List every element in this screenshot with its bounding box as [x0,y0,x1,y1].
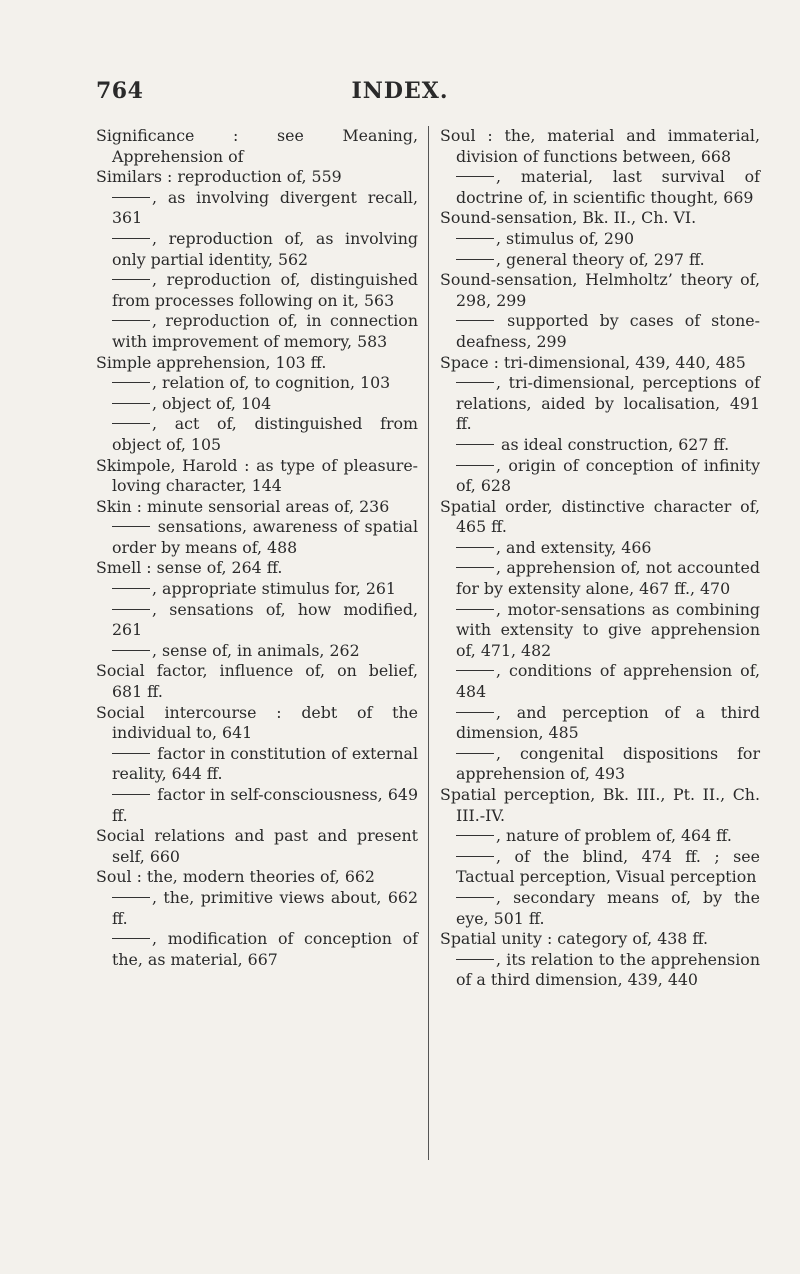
index-entry [440,785,760,826]
repeat-dash [456,238,494,239]
index-subentry [440,826,760,847]
entry-text: Simple apprehension, 103 ff. [96,352,327,372]
index-entry [96,558,418,579]
entry-text: Soul : the, modern theories of, 662 [96,867,375,887]
index-subentry [96,373,418,394]
entry-text: , stimulus of, 290 [496,228,635,248]
index-entry [440,208,760,229]
right-column [440,126,760,991]
index-subentry [440,456,760,497]
index-entry [440,126,760,167]
entry-text: Significance : see Meaning, Apprehension of [96,126,418,166]
index-entry [96,661,418,702]
repeat-dash [456,465,494,466]
entry-text: , sensations of, how modified, 261 [112,599,418,640]
repeat-dash [112,423,150,424]
repeat-dash [456,670,494,671]
entry-text: Social factor, influence of, on belief, 681 ff. [96,661,418,702]
entry-text: as ideal construction, 627 ff. [496,434,730,454]
index-entry [440,497,760,538]
index-subentry [96,579,418,600]
repeat-dash [456,444,494,445]
index-entry [96,167,418,188]
entry-text: factor in self-consciousness, 649 ff. [112,785,418,825]
repeat-dash [112,382,150,383]
entry-text: , act of, distinguished from object of, 105 [112,414,418,454]
entry-text: Skimpole, Harold : as type of pleasure-loving character, 144 [96,455,418,496]
index-entry [96,826,418,867]
index-subentry [96,270,418,311]
entry-text: , and perception of a third dimension, 485 [456,702,760,743]
repeat-dash [112,320,150,321]
repeat-dash [112,279,150,280]
entry-text: , reproduction of, in connection with improvement of memory, 583 [112,311,418,351]
entry-text: , sense of, in animals, 262 [152,640,360,660]
repeat-dash [456,567,494,568]
index-subentry [440,661,760,702]
repeat-dash [456,259,494,260]
entry-text: , origin of conception of infinity of, 628 [456,455,760,496]
repeat-dash [112,897,150,898]
entry-text: Soul : the, material and immaterial, division of functions between, 668 [440,126,760,166]
repeat-dash [456,609,494,610]
repeat-dash [112,403,150,404]
entry-text: Spatial perception, Bk. III., Pt. II., Ch. III.-IV. [440,785,760,825]
entry-text: Sound-sensation, Bk. II., Ch. VI. [440,208,697,228]
index-subentry [96,785,418,826]
index-entry [440,929,760,950]
repeat-dash [456,382,494,383]
repeat-dash [456,753,494,754]
repeat-dash [112,238,150,239]
column-divider [428,126,429,1160]
repeat-dash [112,753,150,754]
entry-text: , appropriate stimulus for, 261 [152,579,396,599]
index-subentry [96,394,418,415]
index-subentry [440,229,760,250]
entry-text: Sound-sensation, Helmholtz’ theory of, 298, 299 [440,270,760,310]
repeat-dash [456,835,494,836]
index-entry [440,353,760,374]
index-subentry [96,229,418,270]
repeat-dash [112,609,150,610]
entry-text: Smell : sense of, 264 ff. [96,558,283,578]
repeat-dash [112,526,150,527]
index-subentry [96,600,418,641]
index-subentry [96,517,418,558]
entry-text: Social relations and past and present self, 660 [96,826,418,866]
entry-text: , of the blind, 474 ff. ; see Tactual perception, Visual perception [456,846,760,887]
index-subentry [96,414,418,455]
repeat-dash [456,897,494,898]
repeat-dash [456,959,494,960]
index-subentry [440,888,760,929]
entry-text: , the, primitive views about, 662 ff. [112,887,418,928]
entry-text: , its relation to the apprehension of a third dimension, 439, 440 [456,949,760,990]
index-subentry [440,373,760,435]
repeat-dash [456,712,494,713]
page-number: 764 [96,78,144,104]
entry-text: Space : tri-dimensional, 439, 440, 485 [440,352,746,372]
index-subentry [96,929,418,970]
left-column [96,126,418,970]
repeat-dash [456,856,494,857]
entry-text: Spatial unity : category of, 438 ff. [440,929,709,949]
entry-text: , conditions of apprehension of, 484 [456,661,760,702]
entry-text: Social intercourse : debt of the individual to, 641 [96,702,418,743]
entry-text: , as involving divergent recall, 361 [112,187,418,228]
entry-text: , object of, 104 [152,393,272,413]
index-subentry [96,311,418,352]
entry-text: , reproduction of, as involving only partial identity, 562 [112,228,418,269]
entry-text: , modification of conception of the, as material, 667 [112,929,418,969]
index-entry [96,703,418,744]
index-subentry [440,558,760,599]
repeat-dash [112,794,150,795]
repeat-dash [456,176,494,177]
index-entry [96,353,418,374]
entry-text: , relation of, to cognition, 103 [152,373,391,393]
entry-text: Skin : minute sensorial areas of, 236 [96,496,390,516]
index-subentry [440,600,760,662]
index-subentry [440,167,760,208]
index-subentry [96,641,418,662]
entry-text: , reproduction of, distinguished from processes following on it, 563 [112,270,418,310]
entry-text: , tri-dimensional, perceptions of relations, aided by localisation, 491 ff. [456,373,760,434]
page-header [0,78,800,108]
entry-text: , secondary means of, by the eye, 501 ff. [456,887,760,928]
index-entry [96,867,418,888]
index-entry [96,497,418,518]
repeat-dash [112,650,150,651]
repeat-dash [112,588,150,589]
entry-text: Similars : reproduction of, 559 [96,167,342,187]
index-subentry [96,888,418,929]
index-entry [96,126,418,167]
repeat-dash [456,547,494,548]
page-title: INDEX. [351,78,449,104]
entry-text: , congenital dispositions for apprehension of, 493 [456,743,760,784]
entry-text: , and extensity, 466 [496,537,652,557]
repeat-dash [112,197,150,198]
repeat-dash [112,938,150,939]
index-subentry [440,744,760,785]
index-entry [440,270,760,311]
repeat-dash [456,320,494,321]
entry-text: supported by cases of stone-deafness, 299 [456,311,760,351]
entry-text: , apprehension of, not accounted for by extensity alone, 467 ff., 470 [456,558,760,599]
entry-text: , nature of problem of, 464 ff. [496,826,732,846]
entry-text: Spatial order, distinctive character of, 465 ff. [440,496,760,537]
entry-text: factor in constitution of external reality, 644 ff. [112,743,418,784]
index-subentry [440,250,760,271]
index-subentry [440,703,760,744]
entry-text: sensations, awareness of spatial order by means of, 488 [112,517,418,557]
index-entry [96,456,418,497]
entry-text: , general theory of, 297 ff. [496,249,705,269]
index-subentry [440,538,760,559]
index-subentry [440,435,760,456]
entry-text: , material, last survival of doctrine of, in scientific thought, 669 [456,167,760,207]
index-subentry [96,744,418,785]
index-subentry [440,311,760,352]
entry-text: , motor-sensations as combining with extensity to give apprehension of, 471, 482 [456,599,760,660]
index-subentry [96,188,418,229]
index-subentry [440,950,760,991]
index-subentry [440,847,760,888]
